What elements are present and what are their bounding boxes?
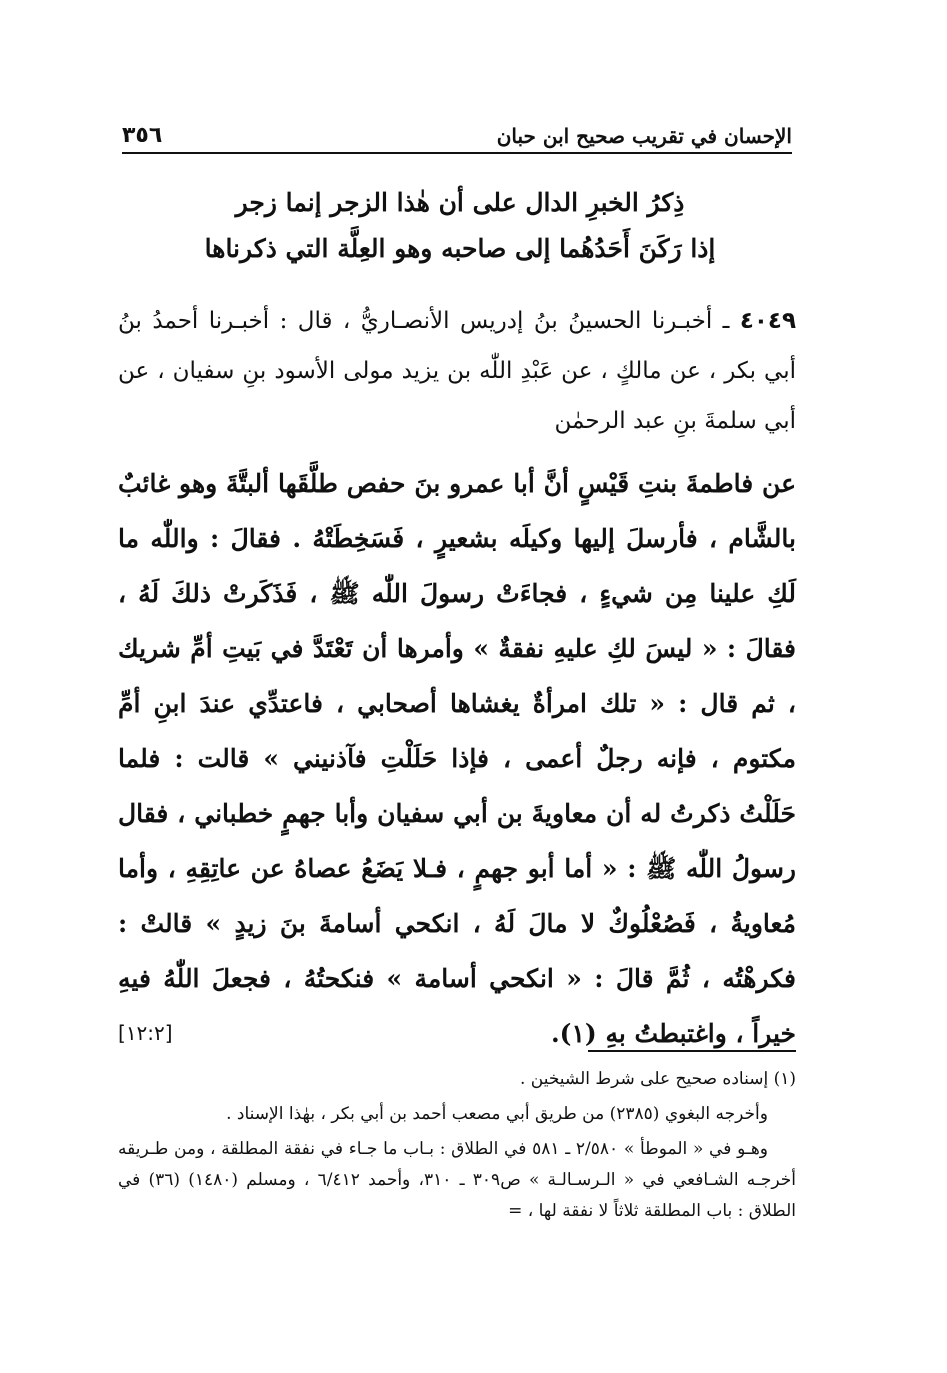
chapter-heading-line-2: إذا رَكَنَ أَحَدُهُما إلى صاحبه وهو العِلَّة التي ذكرناها bbox=[204, 234, 716, 263]
hadith-number: ٤٠٤٩ bbox=[739, 308, 797, 334]
reference-code: [١٢:٢] bbox=[118, 1021, 173, 1045]
hadith-matn: عن فاطمةَ بنتِ قَيْسٍ أنَّ أبا عمرو بنَ حفص طلَّقَها ألبتَّةَ وهو غائبٌ بالشَّام ، فأرسلَ إليها وكيلَه بشعيرٍ ، فَسَخِطَتْهُ . فقالَ : واللّٰه ما لَكِ علينا مِن شيءٍ ، فجاءَتْ رسولَ اللّٰه ﷺ ، فَذَكَرتْ ذلكَ لَهُ ، فقالَ : « ليسَ لكِ عليهِ نفقةٌ » وأمرها أن تَعْتَدَّ في بَيتِ أمِّ شريك ، ثم قال : « تلك امرأةٌ يغشاها أصحابي ، فاعتدِّي عندَ ابنِ أمِّ مكتوم ، فإنه رجلٌ أعمى ، فإذا حَلَلْتِ فآذنيني » قالت : فلما حَلَلْتُ ذكرتُ له أن معاويةَ بن أبي سفيان وأبا جهمٍ خطباني ، فقال رسولُ اللّٰه ﷺ : « أما أبو جهمٍ ، فـلا يَضَعُ عصاهُ عن عاتِقِهِ ، وأما مُعاويةُ ، فَصُعْلُوكٌ لا مالَ لَهُ ، انكحي أسامةَ بنَ زيدٍ » قالتْ : فكرهْتُه ، ثُمَّ قالَ : « انكحي أسامة » فنكحتُهُ ، فجعلَ اللّٰهُ فيهِ خيراً ، واغتبطتُ بهِ bbox=[118, 469, 796, 1048]
book-title: الإحسان في تقريب صحيح ابن حبان bbox=[496, 124, 792, 148]
chapter-heading-line-1: ذِكرُ الخبرِ الدال على أن هٰذا الزجر إنما زجر bbox=[235, 188, 685, 217]
footnote-divider bbox=[588, 1050, 796, 1052]
footnotes bbox=[118, 1064, 796, 1231]
footnote-3: وهـو في « الموطأ » ٢/٥٨٠ ـ ٥٨١ في الطلاق : بـاب ما جـاء في نفقة المطلقة ، ومن طـريقه أخرجـه الشـافعي في « الـرسـالـة » ص٣٠٩ ـ ٣١٠، وأحمد ٦/٤١٢ ، ومسلم (١٤٨٠) (٣٦) في الطلاق : باب المطلقة ثلاثاً لا نفقة لها ، = bbox=[118, 1139, 796, 1221]
footnote-marker: (١). bbox=[550, 1019, 597, 1048]
page-number: ٣٥٦ bbox=[122, 123, 163, 148]
footnote-2: وأخرجه البغوي (٢٣٨٥) من طريق أبي مصعب أحمد بن أبي بكر ، بهٰذا الإسناد . bbox=[226, 1104, 768, 1124]
chapter-heading bbox=[150, 180, 770, 272]
hadith-chain-of-narration bbox=[118, 296, 796, 446]
hadith-chain-text: ـ أخبـرنا الحسينُ بنُ إدريس الأنصـاريُّ ، قال : أخبـرنا أحمدُ بنُ أبي بكر ، عن مالكٍ ، عن عَبْدِ اللّٰه بن يزيد مولى الأسود بنِ سفيان ، عن أبي سلمةَ بنِ عبد الرحمٰن bbox=[118, 308, 796, 434]
hadith-text bbox=[118, 456, 796, 1061]
running-header bbox=[122, 112, 792, 154]
footnote-1: (١) إسناده صحيح على شرط الشيخين . bbox=[519, 1069, 796, 1089]
